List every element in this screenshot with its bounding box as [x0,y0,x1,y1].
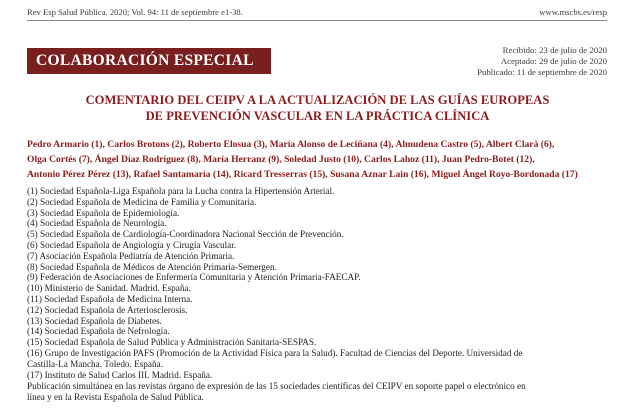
journal-url[interactable]: www.mscbs.es/resp [539,7,607,17]
affiliation-item: (2) Sociedad Española de Medicina de Familia y Comunitaria. [27,196,257,207]
affiliation-item: (16) Grupo de Investigación PAFS (Promoción de la Actividad Física para la Salud). Facultad de Ciencias del Deporte. Universidad de [27,347,523,358]
affiliation-item: (15) Sociedad Española de Salud Pública y Administración Sanitaria-SESPAS. [27,337,317,348]
affiliation-item: (12) Sociedad Española de Arteriosclerosis. [27,304,188,315]
affiliation-item: Castilla-La Mancha. Toledo. España. [27,358,163,369]
authors-line-2: Olga Cortés (7), Ángel Díaz Rodríguez (8), María Herranz (9), Soledad Justo (10), Carlos Lahoz (11), Juan Pedro-Botet (12), [27,154,535,165]
received-date: Recibido: 23 de julio de 2020 [502,45,607,55]
publication-note [27,381,612,403]
accepted-date: Aceptado: 29 de julio de 2020 [500,56,607,66]
publication-dates [477,45,607,78]
section-banner: COLABORACIÓN ESPECIAL [27,48,271,74]
affiliation-item: (8) Sociedad Española de Médicos de Atención Primaria-Semergen. [27,261,277,272]
title-line-2: DE PREVENCIÓN VASCULAR EN LA PRÁCTICA CLÍNICA [145,109,490,123]
authors-line-1: Pedro Armario (1), Carlos Brotons (2), Roberto Elosua (3), María Alonso de Leciñana (4), Almudena Castro (5), Albert Clarà (6), [27,139,555,150]
affiliation-item: (14) Sociedad Española de Nefrología. [27,326,170,337]
affiliation-item: (9) Federación de Asociaciones de Enfermería Comunitaria y Atención Primaria-FAECAP. [27,272,361,283]
affiliation-item: (17) Instituto de Salud Carlos III. Madrid. España. [27,369,213,380]
affiliation-item: (3) Sociedad Española de Epidemiología. [27,207,180,218]
journal-citation: Rev Esp Salud Pública. 2020; Vol. 94: 11 de septiembre e1-38. [27,7,243,17]
affiliation-item: (7) Asociación Española Pediatría de Atención Primaria. [27,250,235,261]
affiliation-item: (13) Sociedad Española de Diabetes. [27,315,162,326]
affiliation-item: (11) Sociedad Española de Medicina Interna. [27,293,193,304]
note-line-2: línea y en la Revista Española de Salud Pública. [27,392,204,402]
affiliation-item: (4) Sociedad Española de Neurología. [27,218,167,229]
affiliation-item: (10) Ministerio de Sanidad. Madrid. España. [27,283,191,294]
article-title [30,92,605,124]
affiliation-item: (5) Sociedad Española de Cardiología-Coordinadora Nacional Sección de Prevención. [27,229,344,240]
authors-line-3: Antonio Pérez Pérez (13), Rafael Santamaría (14), Ricard Tresserras (15), Susana Aznar Lain (16), Miguel Ángel Royo-Bordonada (17) [27,169,578,180]
published-date: Publicado: 11 de septiembre de 2020 [477,67,607,77]
title-line-1: COMENTARIO DEL CEIPV A LA ACTUALIZACIÓN DE LAS GUÍAS EUROPEAS [85,93,550,107]
author-list [27,137,612,182]
affiliation-item: (6) Sociedad Española de Angiología y Cirugía Vascular. [27,239,237,250]
note-line-1: Publicación simultánea en las revistas órgano de expresión de las 15 sociedades científicas del CEIPV en soporte papel o electrónico en [27,381,526,391]
affiliation-list [27,186,612,380]
header-divider [27,20,607,21]
affiliation-item: (1) Sociedad Española-Liga Española para la Lucha contra la Hipertensión Arterial. [27,186,335,196]
